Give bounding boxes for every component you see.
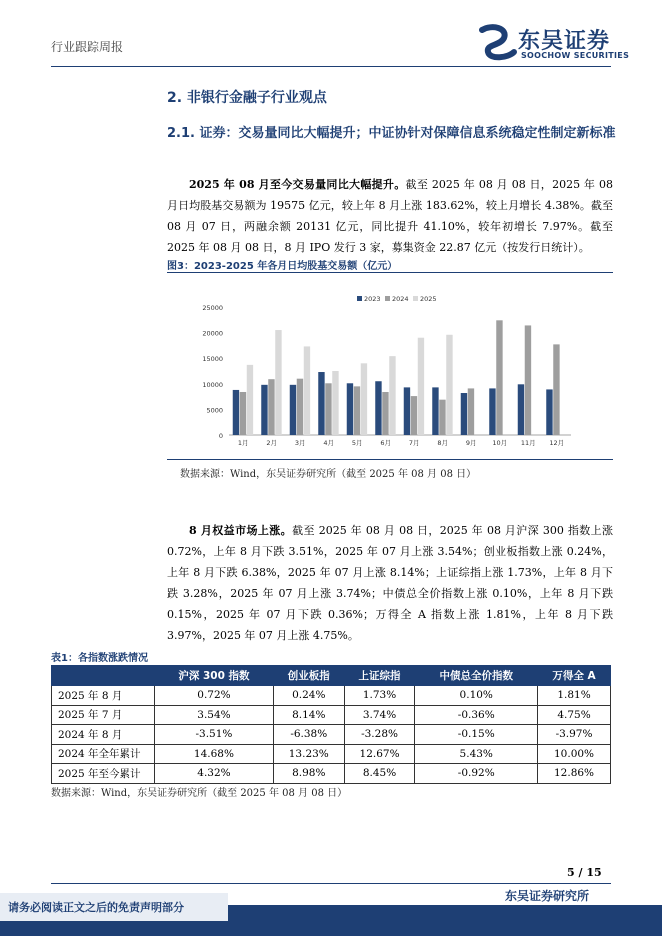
paragraph-equity-market [167,520,613,646]
bar-2023-7 [404,387,410,435]
figure-source: 数据来源：Wind，东吴证券研究所（截至 2025 年 08 月 08 日） [180,469,477,480]
legend-swatch [357,296,362,301]
bar-2023-5 [347,383,353,435]
footer-divider [51,883,611,884]
table-header-cell: 上证综指 [344,666,415,686]
bar-2024-10 [496,320,502,435]
y-tick-label: 10000 [202,380,223,389]
bar-2024-3 [297,379,303,435]
legend-label: 2023 [364,295,381,303]
table-cell: 0.10% [415,686,538,706]
x-tick-label: 11月 [520,439,536,447]
y-tick-label: 15000 [202,355,223,364]
table-cell: 3.74% [344,705,415,725]
x-tick-label: 2月 [266,439,278,447]
table-row [52,705,611,725]
y-tick-label: 5000 [206,406,223,415]
table-cell: 1.73% [344,686,415,706]
bar-2025-7 [418,338,424,435]
bar-2024-4 [325,383,331,435]
bar-2023-9 [461,393,467,435]
table-header-cell [52,666,155,686]
paragraph-body: 截至 2025 年 08 月 08 日，2025 年 08 月日均股基交易额为 19575 亿元，较上年 8 月上涨 183.62%，较上月增长 4.38%。截至 08 月 07 日，两融余额 20131 亿元，同比提升 41.10%，较年初增长 7.97%。截至 2025 年 08 月 08 日，8 月 IPO 发行 3 家，募集资金 22.87 亿元（按发行日统计）。 [167,178,613,254]
table-header-row [52,666,611,686]
table-cell: 5.43% [415,744,538,764]
bar-2023-10 [489,388,495,435]
bar-2023-3 [290,385,296,435]
paragraph-lead: 8 月权益市场上涨。 [189,524,293,537]
chart-bars [233,320,560,435]
section-heading: 2. 非银行金融子行业观点 [167,90,327,106]
table-cell: 12.67% [344,744,415,764]
x-tick-label: 1月 [237,439,249,447]
table-cell: 1.81% [538,686,611,706]
bar-2024-9 [468,388,474,435]
table-header-cell: 创业板指 [273,666,344,686]
table-cell: -3.97% [538,725,611,745]
table-cell: 4.32% [155,764,274,784]
table-cell: 10.00% [538,744,611,764]
logo-text: 东吴证券 [518,29,611,54]
table-row [52,744,611,764]
bar-2023-4 [318,372,324,435]
bar-2024-5 [354,386,360,435]
bar-2024-11 [525,325,531,435]
table-cell: 2025 年 7 月 [52,705,155,725]
bar-2024-7 [411,396,417,435]
figure-caption: 图3：2023-2025 年各月日均股基交易额（亿元） [167,261,398,272]
bar-2024-1 [240,392,246,435]
table-cell: 0.72% [155,686,274,706]
trading-volume-chart [167,275,613,455]
x-tick-label: 9月 [465,439,477,447]
footer-disclaimer: 请务必阅读正文之后的免责声明部分 [8,901,184,914]
table-cell: 2025 年 8 月 [52,686,155,706]
table-cell: -3.28% [344,725,415,745]
subsection-heading: 2.1. 证券：交易量同比大幅提升；中证协针对保障信息系统稳定性制定新标准 [167,126,616,141]
index-performance-table [51,665,611,784]
table-cell: -0.15% [415,725,538,745]
y-tick-label: 25000 [202,304,223,312]
x-tick-label: 4月 [323,439,335,447]
y-tick-label: 0 [218,432,223,440]
legend-label: 2025 [420,295,437,303]
report-type-label: 行业跟踪周报 [51,40,124,54]
paragraph-lead: 2025 年 08 月至今交易量同比大幅提升。 [189,178,406,191]
x-tick-label: 3月 [294,439,306,447]
table-cell: 2024 年全年累计 [52,744,155,764]
table-cell: 8.14% [273,705,344,725]
bar-2023-2 [261,385,267,435]
table-cell: -0.36% [415,705,538,725]
x-tick-label: 7月 [408,439,420,447]
bar-2023-6 [375,381,381,435]
bar-2023-12 [546,389,552,435]
bar-2025-6 [389,356,395,435]
table-cell: -3.51% [155,725,274,745]
bar-2025-4 [332,371,338,435]
x-tick-label: 10月 [492,439,508,447]
figure-bottom-rule [167,459,613,460]
header-divider [51,66,611,67]
table-cell: 14.68% [155,744,274,764]
table-cell: 3.54% [155,705,274,725]
table-cell: 2025 年至今累计 [52,764,155,784]
x-tick-label: 6月 [380,439,392,447]
table-cell: 13.23% [273,744,344,764]
table-row [52,686,611,706]
bar-2025-5 [361,363,367,435]
table-row [52,764,611,784]
bar-2023-8 [432,387,438,435]
figure-top-rule [167,272,613,273]
bar-2023-1 [233,390,239,435]
bar-2025-2 [275,330,281,435]
legend-swatch [413,296,418,301]
table-header-cell: 沪深 300 指数 [155,666,274,686]
x-tick-label: 5月 [351,439,363,447]
y-tick-label: 20000 [202,329,223,338]
bar-2025-1 [247,365,253,435]
bar-2025-8 [446,335,452,435]
legend-swatch [385,296,390,301]
page-number: 5 / 15 [567,866,602,879]
table-cell: -6.38% [273,725,344,745]
logo-subtext: SOOCHOW SECURITIES [521,51,630,60]
x-tick-label: 8月 [437,439,449,447]
table-cell: 2024 年 8 月 [52,725,155,745]
paragraph-trading-volume [167,174,613,258]
x-tick-label: 12月 [549,439,565,447]
paragraph-body: 截至 2025 年 08 月 08 日，2025 年 08 月沪深 300 指数上涨 0.72%，上年 8 月下跌 3.51%，2025 年 07 月上涨 3.54%；创业板指数上涨 0.24%，上年 8 月下跌 6.38%，2025 年 07 月上涨 8.14%；上证综指上涨 1.73%，上年 8 月下跌 3.28%，2025 年 07 月上涨 3.74%；中债总全价指数上涨 0.10%，上年 8 月下跌 0.15%，2025 年 07 月下跌 0.36%；万得全 A 指数上涨 1.81%，上年 8 月下跌 3.97%，2025 年 07 月上涨 4.75%。 [167,524,614,642]
bar-2023-11 [518,384,524,435]
table-cell: 8.45% [344,764,415,784]
table-caption: 表1：各指数涨跌情况 [51,653,148,664]
table-cell: 4.75% [538,705,611,725]
table-header-cell: 中债总全价指数 [415,666,538,686]
table-row [52,725,611,745]
table-cell: -0.92% [415,764,538,784]
table-cell: 8.98% [273,764,344,784]
chart-legend [357,295,437,303]
bar-2024-12 [553,344,559,435]
table-cell: 0.24% [273,686,344,706]
bar-2025-3 [304,346,310,435]
bar-2024-6 [382,392,388,435]
bar-2024-8 [439,400,445,435]
table-source: 数据来源：Wind，东吴证券研究所（截至 2025 年 08 月 08 日） [51,788,348,799]
legend-label: 2024 [392,295,409,303]
footer-institute: 东吴证券研究所 [505,889,590,903]
bar-2024-2 [268,379,274,435]
chart-x-axis [238,439,564,447]
table-cell: 12.86% [538,764,611,784]
table-header-cell: 万得全 A [538,666,611,686]
